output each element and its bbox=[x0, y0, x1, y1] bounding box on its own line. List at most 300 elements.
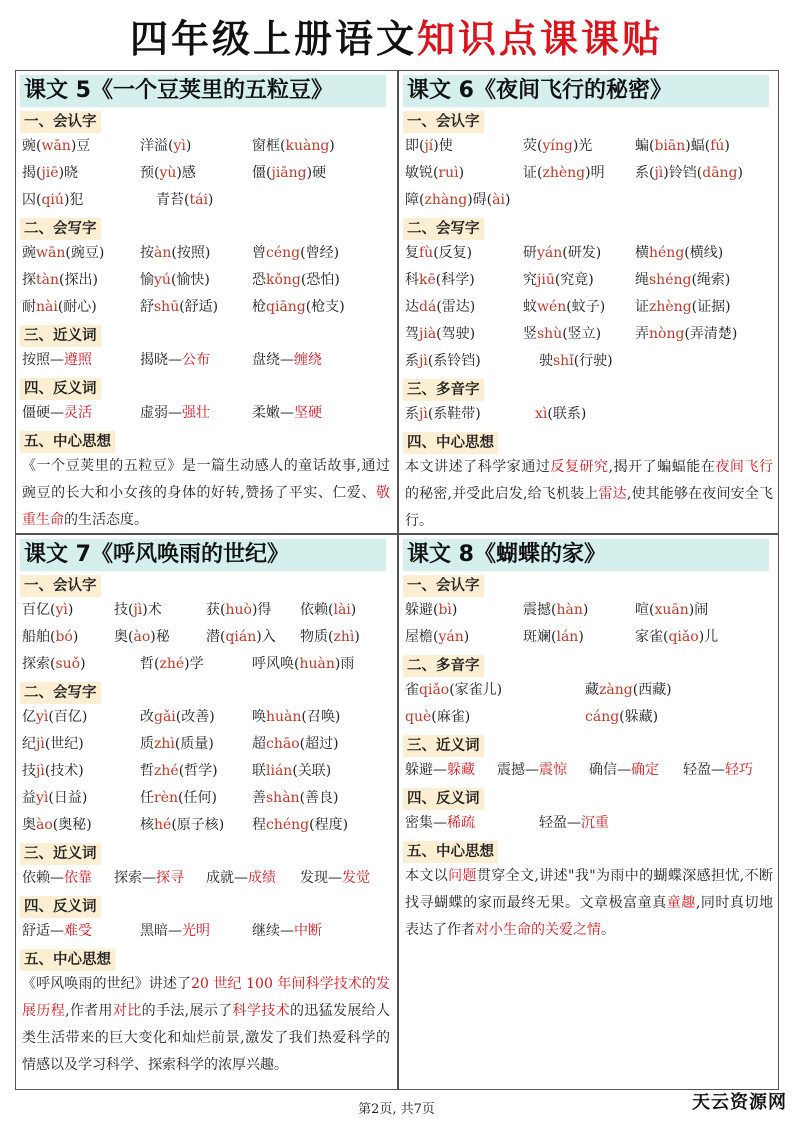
word-item bbox=[405, 133, 523, 160]
word-item bbox=[140, 400, 252, 427]
char-text: 依赖— bbox=[22, 870, 64, 886]
word-item bbox=[22, 597, 114, 624]
pinyin: 确定 bbox=[631, 762, 659, 778]
section-heading-row bbox=[20, 214, 392, 240]
highlight-text: 20 世纪 100 年间科学技术的发展历程 bbox=[22, 976, 391, 1019]
char-text: ) bbox=[350, 602, 357, 618]
pinyin: ruì bbox=[438, 165, 459, 181]
word-item bbox=[405, 401, 535, 428]
char-text: )光 bbox=[572, 138, 593, 154]
word-item bbox=[22, 865, 114, 892]
word-item bbox=[635, 597, 773, 624]
pinyin: chéng bbox=[266, 817, 310, 833]
word-item bbox=[22, 294, 140, 321]
char-text: )晓 bbox=[58, 165, 79, 181]
char-text: 横 bbox=[635, 245, 649, 261]
section-heading: 一、会认字 bbox=[403, 111, 484, 133]
char-text: 蝙( bbox=[635, 138, 655, 154]
char-text: 震撼— bbox=[497, 762, 539, 778]
pinyin: 成绩 bbox=[248, 870, 276, 886]
char-text: 善 bbox=[252, 790, 266, 806]
word-row bbox=[20, 731, 392, 758]
char-text: (科学) bbox=[435, 272, 475, 288]
page-title bbox=[0, 14, 793, 64]
pinyin: chāo bbox=[266, 736, 300, 752]
word-item bbox=[140, 651, 252, 678]
char-text: (恐怕) bbox=[300, 272, 340, 288]
pinyin: wān bbox=[36, 245, 66, 261]
word-item bbox=[405, 294, 523, 321]
pinyin: biān bbox=[654, 138, 686, 154]
char-text: 窗框( bbox=[252, 138, 286, 154]
highlight-text: 童趣 bbox=[666, 895, 696, 911]
word-item bbox=[405, 597, 523, 624]
lesson-card-8 bbox=[403, 539, 775, 1087]
char-text: 囚( bbox=[22, 192, 42, 208]
word-item bbox=[523, 597, 635, 624]
pinyin: 发觉 bbox=[342, 870, 370, 886]
watermark-logo: 天云资源网 bbox=[692, 1092, 787, 1113]
section-heading-row bbox=[20, 839, 392, 865]
pinyin: yíng bbox=[542, 138, 573, 154]
pinyin: zhé bbox=[154, 763, 179, 779]
word-row bbox=[403, 321, 775, 348]
section-heading: 五、中心思想 bbox=[20, 949, 115, 971]
lesson-card-5 bbox=[20, 75, 392, 529]
word-row bbox=[20, 294, 392, 321]
char-text: (蚊子) bbox=[566, 299, 606, 315]
char-text: )硬 bbox=[306, 165, 327, 181]
pinyin: yì bbox=[36, 790, 49, 806]
pinyin: què bbox=[405, 709, 432, 725]
char-text: (家雀儿) bbox=[449, 682, 503, 698]
pinyin: shéng bbox=[649, 272, 692, 288]
pinyin: jiāng bbox=[271, 165, 307, 181]
pinyin: ào bbox=[36, 817, 53, 833]
char-text: (究竟) bbox=[554, 272, 594, 288]
char-text: 确信— bbox=[589, 762, 631, 778]
word-row bbox=[20, 651, 392, 678]
char-text: ) bbox=[724, 138, 730, 154]
word-item bbox=[405, 704, 585, 731]
pinyin: zhèng bbox=[649, 299, 692, 315]
char-text: ) bbox=[463, 629, 470, 645]
word-row bbox=[20, 400, 392, 427]
pinyin: shǐ bbox=[553, 353, 574, 369]
char-text: 障( bbox=[405, 192, 425, 208]
pinyin: huò bbox=[225, 602, 252, 618]
word-item bbox=[635, 267, 773, 294]
word-item bbox=[252, 160, 390, 187]
word-item bbox=[585, 677, 755, 704]
section-heading-row bbox=[20, 892, 392, 918]
pinyin: céng bbox=[266, 245, 301, 261]
word-item bbox=[405, 757, 497, 784]
char-text: 呼风唤( bbox=[252, 656, 300, 672]
char-text: (质量) bbox=[174, 736, 214, 752]
char-text: (系鞋带) bbox=[427, 406, 481, 422]
char-text: 黑暗— bbox=[140, 923, 182, 939]
body-text: 。 bbox=[601, 922, 615, 938]
char-text: (超过) bbox=[299, 736, 339, 752]
char-text: 探索— bbox=[114, 870, 156, 886]
body-text: 本文讲述了科学家通过 bbox=[405, 459, 551, 475]
char-text: 轻盈— bbox=[683, 762, 725, 778]
pinyin: zhàng bbox=[424, 192, 468, 208]
char-text: 奥 bbox=[22, 817, 36, 833]
char-text: (证据) bbox=[691, 299, 731, 315]
section-heading-row bbox=[403, 214, 775, 240]
char-text: (反复) bbox=[433, 245, 473, 261]
char-text: 质 bbox=[140, 736, 154, 752]
char-text: 家雀( bbox=[635, 629, 669, 645]
highlight-text: 问题 bbox=[448, 868, 477, 884]
char-text: 奥( bbox=[114, 629, 134, 645]
char-text: 船舶( bbox=[22, 629, 56, 645]
char-text: 探 bbox=[22, 272, 36, 288]
pinyin: 中断 bbox=[294, 923, 322, 939]
char-text: 系 bbox=[405, 406, 419, 422]
pinyin: 躲藏 bbox=[447, 762, 475, 778]
char-text: 驾 bbox=[405, 326, 419, 342]
highlight-text: 敬重生命 bbox=[22, 485, 390, 528]
section-heading: 二、会写字 bbox=[20, 682, 101, 704]
pinyin: dāng bbox=[702, 165, 738, 181]
word-item bbox=[635, 294, 773, 321]
char-text: 僵硬— bbox=[22, 405, 64, 421]
word-item bbox=[405, 240, 523, 267]
word-item bbox=[22, 918, 140, 945]
pinyin: dá bbox=[419, 299, 437, 315]
char-text: (雷达) bbox=[436, 299, 476, 315]
char-text: 蚊 bbox=[523, 299, 537, 315]
pinyin: jí bbox=[424, 138, 434, 154]
word-item bbox=[405, 321, 523, 348]
word-item bbox=[300, 597, 386, 624]
pinyin: rèn bbox=[154, 790, 178, 806]
pinyin: qiāng bbox=[266, 299, 306, 315]
char-text: 斑斓( bbox=[523, 629, 557, 645]
word-item bbox=[22, 731, 140, 758]
summary-paragraph bbox=[403, 863, 775, 944]
pinyin: jì bbox=[36, 736, 45, 752]
word-item bbox=[114, 597, 206, 624]
char-text: ) bbox=[504, 192, 511, 208]
char-text: 益 bbox=[22, 790, 36, 806]
char-text: 哲( bbox=[140, 656, 160, 672]
pinyin: yán bbox=[438, 629, 464, 645]
word-item bbox=[156, 187, 296, 214]
char-text: 豌( bbox=[22, 138, 42, 154]
pinyin: shàn bbox=[266, 790, 300, 806]
word-row bbox=[403, 597, 775, 624]
char-text: 喧( bbox=[635, 602, 655, 618]
char-text: (奥秘) bbox=[52, 817, 92, 833]
word-item bbox=[300, 624, 386, 651]
char-text: 揭晓— bbox=[140, 352, 182, 368]
word-item bbox=[22, 758, 140, 785]
char-text: (程度) bbox=[309, 817, 349, 833]
pinyin: 遵照 bbox=[64, 352, 92, 368]
char-text: 青苔( bbox=[156, 192, 190, 208]
word-item bbox=[140, 240, 252, 267]
char-text: 百亿( bbox=[22, 602, 56, 618]
char-text: ) bbox=[80, 656, 86, 672]
word-item bbox=[22, 347, 140, 374]
section-heading-row bbox=[403, 375, 775, 401]
word-row bbox=[403, 624, 775, 651]
word-item bbox=[22, 812, 140, 839]
char-text: 密集— bbox=[405, 815, 447, 831]
char-text: ) bbox=[582, 602, 589, 618]
char-text: )雨 bbox=[334, 656, 355, 672]
char-text: (行驶) bbox=[573, 353, 613, 369]
char-text: (关联) bbox=[292, 763, 332, 779]
body-text: ,同时真切地表达了作者 bbox=[405, 895, 774, 938]
highlight-text: 反复研究 bbox=[550, 459, 609, 475]
section-heading: 五、中心思想 bbox=[20, 431, 115, 453]
char-text: 证( bbox=[523, 165, 543, 181]
body-text: 的迅猛发展给人类生活带来的巨大变化和灿烂前景,激发了我们热爱科学的情感以及学习科学、探索科学的浓厚兴趣。 bbox=[22, 1003, 391, 1073]
char-text: 获( bbox=[206, 602, 226, 618]
char-text: 耐 bbox=[22, 299, 36, 315]
pinyin: jiū bbox=[537, 272, 555, 288]
section-heading-row bbox=[20, 945, 392, 971]
char-text: 技 bbox=[22, 763, 36, 779]
char-text: )闹 bbox=[688, 602, 709, 618]
char-text: 预( bbox=[140, 165, 160, 181]
pinyin: nài bbox=[36, 299, 58, 315]
char-text: 虚弱— bbox=[140, 405, 182, 421]
word-item bbox=[140, 758, 252, 785]
char-text: (改善) bbox=[175, 709, 215, 725]
char-text: 揭( bbox=[22, 165, 42, 181]
char-text: 核 bbox=[140, 817, 154, 833]
body-text: 的手法,展示了 bbox=[141, 1003, 233, 1019]
pinyin: shù bbox=[537, 326, 563, 342]
char-text: (技术) bbox=[44, 763, 84, 779]
section-heading-row bbox=[20, 107, 392, 133]
char-text: 雀 bbox=[405, 682, 419, 698]
word-item bbox=[140, 704, 252, 731]
pinyin: 灵活 bbox=[64, 405, 92, 421]
lesson-title: 课文 5《一个豆荚里的五粒豆》 bbox=[20, 75, 386, 107]
word-item bbox=[252, 651, 390, 678]
section-heading-row bbox=[403, 428, 775, 454]
pinyin: yán bbox=[537, 245, 563, 261]
char-text: 任 bbox=[140, 790, 154, 806]
summary-paragraph bbox=[20, 971, 392, 1079]
pinyin: wén bbox=[537, 299, 567, 315]
char-text: 竖 bbox=[523, 326, 537, 342]
pinyin: xì bbox=[535, 406, 548, 422]
section-heading: 一、会认字 bbox=[20, 111, 101, 133]
char-text: 成就— bbox=[206, 870, 248, 886]
char-text: (愉快) bbox=[170, 272, 210, 288]
char-text: (舒适) bbox=[179, 299, 219, 315]
pinyin: wān bbox=[41, 138, 71, 154]
word-item bbox=[252, 240, 390, 267]
section-heading: 四、反义词 bbox=[20, 896, 101, 918]
char-text: (曾经) bbox=[300, 245, 340, 261]
pinyin: 依靠 bbox=[64, 870, 92, 886]
word-row bbox=[20, 160, 392, 187]
grid-divider-horizontal bbox=[16, 533, 778, 535]
pinyin: ài bbox=[492, 192, 505, 208]
word-item bbox=[140, 133, 252, 160]
body-text: 的秘密,并受此启发,给飞机装上 bbox=[405, 486, 599, 502]
pinyin: jì bbox=[133, 602, 143, 618]
pinyin: 沉重 bbox=[581, 815, 609, 831]
pinyin: xuān bbox=[654, 602, 689, 618]
body-text: 《呼风唤雨的世纪》讲述了 bbox=[22, 976, 192, 992]
word-item bbox=[140, 785, 252, 812]
word-row bbox=[20, 812, 392, 839]
char-text: ) bbox=[72, 629, 79, 645]
pinyin: zàng bbox=[599, 682, 633, 698]
section-heading-row bbox=[403, 107, 775, 133]
char-text: (联系) bbox=[547, 406, 587, 422]
pinyin: 探寻 bbox=[156, 870, 184, 886]
pinyin: jì bbox=[36, 763, 45, 779]
lesson-title: 课文 8《蝴蝶的家》 bbox=[403, 539, 769, 571]
char-text: (世纪) bbox=[44, 736, 84, 752]
word-item bbox=[252, 400, 390, 427]
word-item bbox=[405, 624, 523, 651]
word-item bbox=[635, 321, 773, 348]
char-text: )使 bbox=[433, 138, 453, 154]
section-heading: 四、反义词 bbox=[20, 378, 101, 400]
word-item bbox=[22, 240, 140, 267]
char-text: 纪 bbox=[22, 736, 36, 752]
word-item bbox=[523, 321, 635, 348]
word-row bbox=[20, 267, 392, 294]
body-text: 本文以 bbox=[405, 868, 449, 884]
word-item bbox=[405, 810, 539, 837]
char-text: ) bbox=[67, 602, 74, 618]
pinyin: jì bbox=[419, 406, 428, 422]
char-text: 物质( bbox=[300, 629, 334, 645]
section-heading-row bbox=[403, 731, 775, 757]
pinyin: qiú bbox=[41, 192, 64, 208]
body-text: ,使其能够在夜间安全飞行。 bbox=[405, 486, 773, 529]
char-text: ) bbox=[329, 138, 335, 154]
char-text: 豌 bbox=[22, 245, 36, 261]
char-text: )儿 bbox=[698, 629, 719, 645]
section-heading: 三、多音字 bbox=[403, 379, 484, 401]
pinyin: lián bbox=[266, 763, 293, 779]
word-item bbox=[140, 347, 252, 374]
pinyin: jì bbox=[654, 165, 664, 181]
summary-paragraph bbox=[20, 453, 392, 529]
word-item bbox=[405, 348, 539, 375]
page-footer: 第2页, 共7页 bbox=[358, 1102, 435, 1117]
pinyin: jià bbox=[419, 326, 437, 342]
char-text: 盘绕— bbox=[252, 352, 294, 368]
word-row bbox=[403, 240, 775, 267]
char-text: 轻盈— bbox=[539, 815, 581, 831]
char-text: )铃铛( bbox=[663, 165, 703, 181]
char-text: 复 bbox=[405, 245, 419, 261]
pinyin: huàn bbox=[299, 656, 335, 672]
char-text: )得 bbox=[251, 602, 272, 618]
word-item bbox=[405, 187, 523, 214]
pinyin: fù bbox=[419, 245, 434, 261]
char-text: ) bbox=[354, 629, 360, 645]
char-text: )术 bbox=[142, 602, 162, 618]
word-row bbox=[403, 348, 775, 375]
lesson-grid bbox=[15, 70, 779, 1090]
pinyin: ào bbox=[133, 629, 151, 645]
char-text: 哲 bbox=[140, 763, 154, 779]
section-heading-row bbox=[403, 571, 775, 597]
pinyin: jì bbox=[419, 353, 428, 369]
word-item bbox=[206, 597, 300, 624]
pinyin: suǒ bbox=[55, 656, 81, 672]
word-row bbox=[20, 347, 392, 374]
lesson-card-7 bbox=[20, 539, 392, 1087]
char-text: 联 bbox=[252, 763, 266, 779]
char-text: 即( bbox=[405, 138, 425, 154]
word-row bbox=[403, 810, 775, 837]
word-item bbox=[252, 267, 390, 294]
char-text: 潜( bbox=[206, 629, 226, 645]
word-item bbox=[22, 400, 140, 427]
pinyin: yì bbox=[36, 709, 49, 725]
char-text: (弄清楚) bbox=[684, 326, 738, 342]
char-text: 改 bbox=[140, 709, 154, 725]
char-text: (耐心) bbox=[57, 299, 97, 315]
char-text: )秘 bbox=[150, 629, 170, 645]
char-text: 系( bbox=[635, 165, 655, 181]
char-text: 震撼( bbox=[523, 602, 557, 618]
char-text: (原子核) bbox=[171, 817, 225, 833]
char-text: )豆 bbox=[70, 138, 91, 154]
pinyin: kuàng bbox=[285, 138, 330, 154]
pinyin: bó bbox=[55, 629, 73, 645]
word-item bbox=[405, 677, 585, 704]
char-text: 证 bbox=[635, 299, 649, 315]
word-item bbox=[252, 785, 390, 812]
section-heading: 三、近义词 bbox=[403, 735, 484, 757]
char-text: (枪支) bbox=[305, 299, 345, 315]
pinyin: héng bbox=[649, 245, 685, 261]
pinyin: nòng bbox=[649, 326, 685, 342]
word-row bbox=[403, 160, 775, 187]
word-item bbox=[635, 133, 773, 160]
word-row bbox=[403, 704, 775, 731]
section-heading: 二、会写字 bbox=[20, 218, 101, 240]
char-text: 依赖( bbox=[300, 602, 334, 618]
char-text: 躲避( bbox=[405, 602, 439, 618]
char-text: 唤 bbox=[252, 709, 266, 725]
char-text: ) bbox=[207, 192, 214, 208]
page-title-red: 知识点课课贴 bbox=[417, 17, 664, 61]
char-text: (驾驶) bbox=[436, 326, 476, 342]
char-text: ) bbox=[458, 165, 465, 181]
char-text: 躲避— bbox=[405, 762, 447, 778]
char-text: (绳索) bbox=[691, 272, 731, 288]
pinyin: 公布 bbox=[182, 352, 210, 368]
pinyin: àn bbox=[154, 245, 172, 261]
word-item bbox=[140, 160, 252, 187]
pinyin: 坚硬 bbox=[294, 405, 322, 421]
word-item bbox=[497, 757, 589, 784]
word-item bbox=[22, 187, 156, 214]
char-text: 发现— bbox=[300, 870, 342, 886]
char-text: (横线) bbox=[684, 245, 724, 261]
char-text: ) bbox=[578, 629, 584, 645]
